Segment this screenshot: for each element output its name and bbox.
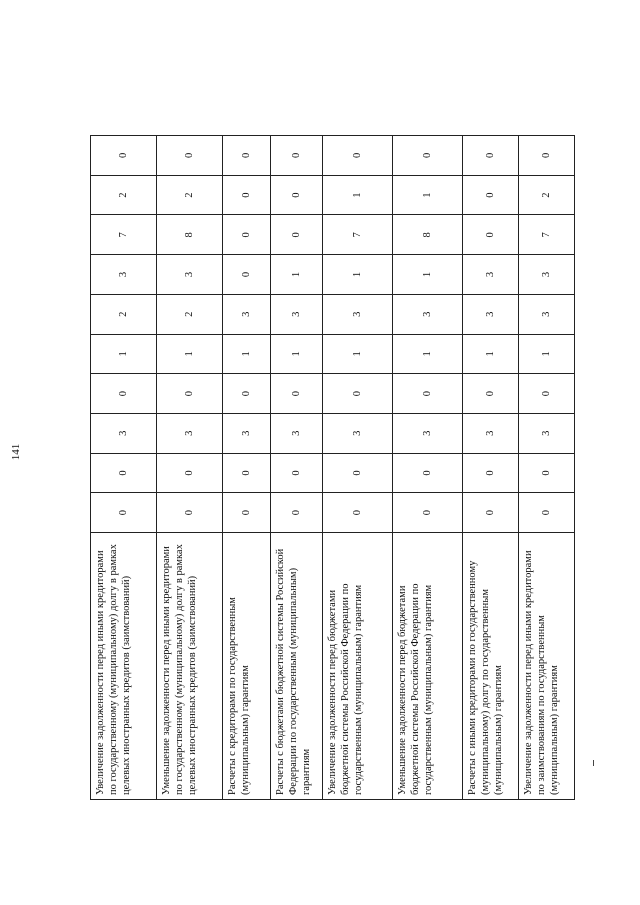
code-digit-cell: 0 bbox=[393, 374, 463, 414]
row-label: Расчеты с бюджетами бюджетной системы Российской Федерации по государственным (муниципальным) гарантиям bbox=[271, 533, 323, 800]
scan-mark bbox=[593, 760, 594, 766]
classification-table-wrapper bbox=[90, 135, 561, 800]
code-digit-cell: 7 bbox=[91, 215, 157, 255]
code-digit-cell: 1 bbox=[519, 334, 575, 374]
code-digit-cell: 7 bbox=[519, 215, 575, 255]
code-digit-cell: 3 bbox=[157, 413, 223, 453]
code-digit-cell: 0 bbox=[157, 136, 223, 176]
code-digit-cell: 3 bbox=[519, 255, 575, 295]
code-digit-cell: 1 bbox=[323, 334, 393, 374]
code-digit-cell: 3 bbox=[223, 294, 271, 334]
code-digit-cell: 1 bbox=[323, 175, 393, 215]
code-digit-cell: 8 bbox=[157, 215, 223, 255]
code-digit-cell: 1 bbox=[157, 334, 223, 374]
code-digit-cell: 0 bbox=[393, 493, 463, 533]
code-digit-cell: 3 bbox=[519, 294, 575, 334]
code-digit-cell: 3 bbox=[519, 413, 575, 453]
code-digit-cell: 1 bbox=[323, 255, 393, 295]
code-digit-cell: 0 bbox=[91, 453, 157, 493]
table-row bbox=[323, 136, 393, 800]
code-digit-cell: 3 bbox=[393, 413, 463, 453]
page-number: 141 bbox=[10, 443, 22, 461]
row-label: Уменьшение задолженности перед иными кредиторами по государственному (муниципальному) долгу в рамках целевых иностранных кредитов (заимствований) bbox=[157, 533, 223, 800]
code-digit-cell: 0 bbox=[323, 374, 393, 414]
code-digit-cell: 1 bbox=[91, 334, 157, 374]
code-digit-cell: 3 bbox=[271, 294, 323, 334]
code-digit-cell: 0 bbox=[271, 453, 323, 493]
code-digit-cell: 0 bbox=[271, 374, 323, 414]
code-digit-cell: 0 bbox=[223, 255, 271, 295]
code-digit-cell: 0 bbox=[323, 493, 393, 533]
code-digit-cell: 0 bbox=[223, 493, 271, 533]
code-digit-cell: 0 bbox=[519, 374, 575, 414]
code-digit-cell: 0 bbox=[463, 453, 519, 493]
code-digit-cell: 1 bbox=[223, 334, 271, 374]
table-row bbox=[519, 136, 575, 800]
code-digit-cell: 2 bbox=[519, 175, 575, 215]
classification-table bbox=[90, 135, 575, 800]
code-digit-cell: 0 bbox=[271, 136, 323, 176]
code-digit-cell: 1 bbox=[393, 255, 463, 295]
table-row bbox=[91, 136, 157, 800]
row-label: Расчеты с кредиторами по государственным (муниципальным) гарантиям bbox=[223, 533, 271, 800]
code-digit-cell: 2 bbox=[91, 294, 157, 334]
code-digit-cell: 1 bbox=[393, 175, 463, 215]
code-digit-cell: 3 bbox=[323, 413, 393, 453]
code-digit-cell: 0 bbox=[157, 453, 223, 493]
code-digit-cell: 3 bbox=[463, 294, 519, 334]
code-digit-cell: 8 bbox=[393, 215, 463, 255]
code-digit-cell: 3 bbox=[271, 413, 323, 453]
code-digit-cell: 3 bbox=[393, 294, 463, 334]
code-digit-cell: 3 bbox=[91, 255, 157, 295]
code-digit-cell: 1 bbox=[271, 334, 323, 374]
code-digit-cell: 0 bbox=[157, 493, 223, 533]
code-digit-cell: 2 bbox=[157, 294, 223, 334]
code-digit-cell: 7 bbox=[323, 215, 393, 255]
row-label: Уменьшение задолженности перед бюджетами бюджетной системы Российской Федерации по государственным (муниципальным) гарантиям bbox=[393, 533, 463, 800]
code-digit-cell: 0 bbox=[223, 374, 271, 414]
code-digit-cell: 0 bbox=[463, 175, 519, 215]
code-digit-cell: 0 bbox=[519, 136, 575, 176]
table-row bbox=[223, 136, 271, 800]
code-digit-cell: 0 bbox=[223, 215, 271, 255]
code-digit-cell: 0 bbox=[463, 136, 519, 176]
row-label: Увеличение задолженности перед бюджетами бюджетной системы Российской Федерации по государственным (муниципальным) гарантиям bbox=[323, 533, 393, 800]
table-row bbox=[157, 136, 223, 800]
table-row bbox=[393, 136, 463, 800]
code-digit-cell: 1 bbox=[393, 334, 463, 374]
code-digit-cell: 0 bbox=[463, 374, 519, 414]
code-digit-cell: 0 bbox=[393, 453, 463, 493]
code-digit-cell: 0 bbox=[463, 493, 519, 533]
code-digit-cell: 2 bbox=[157, 175, 223, 215]
code-digit-cell: 3 bbox=[463, 255, 519, 295]
code-digit-cell: 0 bbox=[323, 136, 393, 176]
code-digit-cell: 3 bbox=[463, 413, 519, 453]
code-digit-cell: 0 bbox=[393, 136, 463, 176]
table-body bbox=[91, 136, 575, 800]
code-digit-cell: 3 bbox=[157, 255, 223, 295]
row-label: Увеличение задолженности перед иными кредиторами по государственному (муниципальному) долгу в рамках целевых иностранных кредитов (заимствований) bbox=[91, 533, 157, 800]
code-digit-cell: 0 bbox=[271, 215, 323, 255]
code-digit-cell: 0 bbox=[223, 453, 271, 493]
code-digit-cell: 2 bbox=[91, 175, 157, 215]
code-digit-cell: 1 bbox=[463, 334, 519, 374]
code-digit-cell: 3 bbox=[223, 413, 271, 453]
code-digit-cell: 0 bbox=[157, 374, 223, 414]
table-row bbox=[271, 136, 323, 800]
code-digit-cell: 0 bbox=[463, 215, 519, 255]
code-digit-cell: 0 bbox=[91, 136, 157, 176]
code-digit-cell: 0 bbox=[519, 493, 575, 533]
table-row bbox=[463, 136, 519, 800]
code-digit-cell: 0 bbox=[519, 453, 575, 493]
code-digit-cell: 0 bbox=[223, 175, 271, 215]
code-digit-cell: 0 bbox=[323, 453, 393, 493]
row-label: Увеличение задолженности перед иными кредиторами по заимствованиям по государственным (муниципальным) гарантиям bbox=[519, 533, 575, 800]
code-digit-cell: 0 bbox=[91, 493, 157, 533]
code-digit-cell: 0 bbox=[91, 374, 157, 414]
row-label: Расчеты с иными кредиторами по государственному (муниципальному) долгу по государственным (муниципальным) гарантиям bbox=[463, 533, 519, 800]
code-digit-cell: 0 bbox=[223, 136, 271, 176]
code-digit-cell: 0 bbox=[271, 175, 323, 215]
code-digit-cell: 3 bbox=[91, 413, 157, 453]
code-digit-cell: 1 bbox=[271, 255, 323, 295]
code-digit-cell: 3 bbox=[323, 294, 393, 334]
code-digit-cell: 0 bbox=[271, 493, 323, 533]
